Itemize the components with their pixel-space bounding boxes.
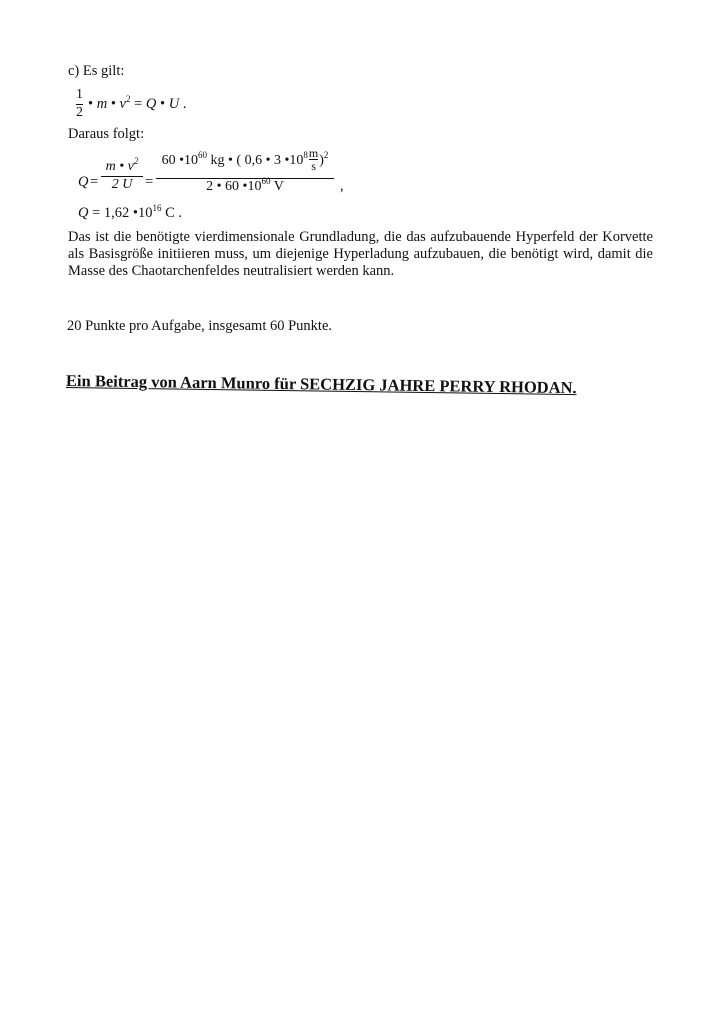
section-label: c) Es gilt: [68, 63, 125, 79]
fraction-mv2-over-2u: m • $v^2$ 2 U [101, 160, 143, 192]
points-note: 20 Punkte pro Aufgabe, insgesamt 60 Punkte. [67, 318, 333, 334]
equation-result: Q = 1,62 $•10^{16}$ C . [78, 203, 183, 221]
equation-energy-terms: • m • $v^2 = Q$ • U . [88, 94, 187, 112]
explanation-paragraph: Das ist die benötigte vierdimensionale Grundladung, die das aufzubauende Hyperfeld der Korvette als Basisgröße initiieren muss, um diejenige Hyperladung aufzubauen, die benötigt wird, damit die Masse des Chaotarchenfeldes neutralisiert werden kann. [68, 229, 653, 279]
eq2-equals-1: = [90, 174, 99, 190]
eq2-q: Q [78, 174, 89, 190]
eq2-equals-2: = [145, 174, 154, 190]
unit-m-per-s: $\frac{m}{s}$ [308, 146, 319, 173]
daraus-label: Daraus folgt: [68, 126, 145, 142]
eq2-comma: , [340, 178, 344, 194]
contribution-credit: Ein Beitrag von Aarn Munro für SECHZIG JAHRE PERRY RHODAN. [65, 371, 577, 398]
fraction-numeric: 60 $•10^{60}$ kg • ( 0,6 • 3 $•10^8$ $\frac{m}{s}$ )$^2$ 2 • 60 $•10^{60}$ V [156, 147, 334, 195]
fraction-one-half: 1 2 [76, 87, 83, 120]
